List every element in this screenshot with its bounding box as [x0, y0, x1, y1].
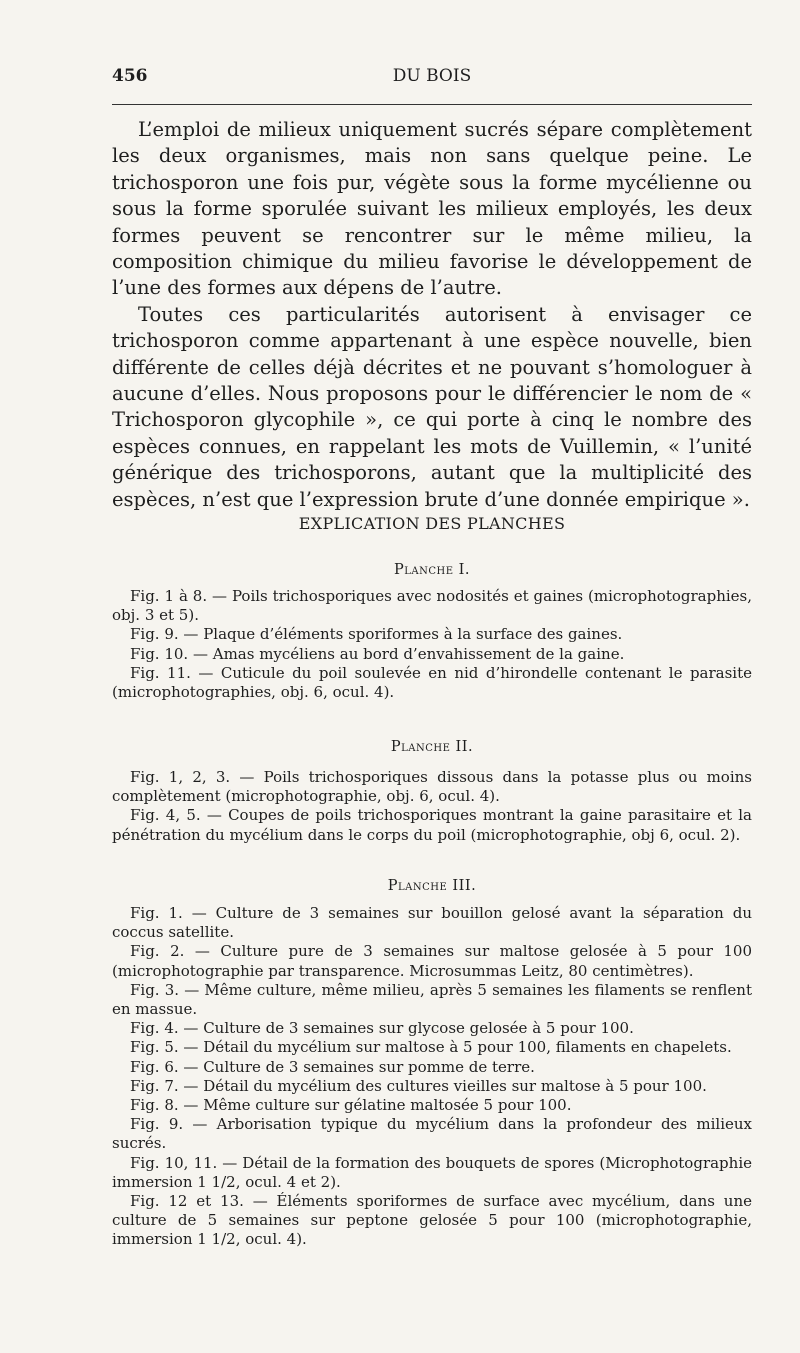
figure-caption: Fig. 4. — Culture de 3 semaines sur glycose gelosée à 5 pour 100.	[130, 1019, 634, 1038]
figure-caption: Fig. 12 et 13. — Éléments sporiformes de surface avec mycélium, dans une culture de 5 semaines sur peptone gelosée 5 pour 100 (microphotographie, immersion 1 1/2, ocul. 4).	[112, 1192, 752, 1249]
figure-caption: Fig. 5. — Détail du mycélium sur maltose à 5 pour 100, filaments en chapelets.	[130, 1038, 732, 1057]
plate-title: Planche I.	[394, 562, 470, 578]
body-text	[112, 117, 752, 513]
plate-title: Planche II.	[390, 739, 474, 755]
figure-caption: Fig. 11. — Cuticule du poil soulevée en nid d’hirondelle contenant le parasite (microphotographies, obj. 6, ocul. 4).	[112, 663, 752, 702]
page-number: 456	[112, 66, 148, 86]
figure-caption: Fig. 8. — Même culture sur gélatine maltosée 5 pour 100.	[130, 1096, 572, 1115]
plate-captions	[112, 768, 752, 845]
plate-captions	[112, 587, 752, 702]
figure-caption: Fig. 10, 11. — Détail de la formation des bouquets de spores (Microphotographie immersion 1 1/2, ocul. 4 et 2).	[112, 1153, 752, 1191]
figure-caption: Fig. 2. — Culture pure de 3 semaines sur maltose gelosée à 5 pour 100 (microphotographie par transparence. Microsummas Leitz, 80 centimètres).	[112, 942, 752, 980]
plate-title: Planche III.	[387, 878, 477, 894]
figure-caption: Fig. 4, 5. — Coupes de poils trichosporiques montrant la gaine parasitaire et la pénétration du mycélium dans le corps du poil (microphotographie, obj 6, ocul. 2).	[112, 806, 752, 844]
figure-caption: Fig. 1 à 8. — Poils trichosporiques avec nodosités et gaines (microphotographies, obj. 3 et 5).	[112, 587, 752, 625]
running-title: DU BOIS	[392, 66, 472, 86]
figure-caption: Fig. 1. — Culture de 3 semaines sur bouillon gelosé avant la séparation du coccus satellite.	[112, 904, 752, 942]
figure-caption: Fig. 9. — Arborisation typique du mycélium dans la profondeur des milieux sucrés.	[112, 1115, 752, 1153]
section-heading: EXPLICATION DES PLANCHES	[298, 514, 566, 533]
header-rule	[112, 104, 752, 105]
figure-caption: Fig. 10. — Amas mycéliens au bord d’envahissement de la gaine.	[130, 644, 625, 663]
paragraph: Toutes ces particularités autorisent à envisager ce trichosporon comme appartenant à une espèce nouvelle, bien différente de celles déjà décrites et ne pouvant s’homologuer à aucune d’elles. Nous proposons pour le différencier le nom de « Trichosporon glycophile », ce qui porte à cinq le nombre des espèces connues, en rappelant les mots de Vuillemin, « l’unité générique des trichosporons, autant que la multiplicité des espèces, n’est que l’expression brute d’une donnée empirique ».	[112, 302, 752, 511]
figure-caption: Fig. 6. — Culture de 3 semaines sur pomme de terre.	[130, 1057, 535, 1076]
figure-caption: Fig. 1, 2, 3. — Poils trichosporiques dissous dans la potasse plus ou moins complètement (microphotographie, obj. 6, ocul. 4).	[112, 768, 752, 806]
figure-caption: Fig. 9. — Plaque d’éléments sporiformes à la surface des gaines.	[130, 625, 623, 644]
figure-caption: Fig. 3. — Même culture, même milieu, après 5 semaines les filaments se renflent en massue.	[112, 980, 752, 1019]
page-header	[112, 66, 752, 90]
paragraph: L’emploi de milieux uniquement sucrés sépare complètement les deux organismes, mais non sans quelque peine. Le trichosporon une fois pur, végète sous la forme mycélienne ou sous la forme sporulée suivant les milieux employés, les deux formes peuvent se rencontrer sur le même milieu, la composition chimique du milieu favorise le développement de l’une des formes aux dépens de l’autre.	[112, 118, 752, 300]
figure-caption: Fig. 7. — Détail du mycélium des cultures vieilles sur maltose à 5 pour 100.	[130, 1076, 707, 1095]
plate-captions	[112, 904, 752, 1250]
